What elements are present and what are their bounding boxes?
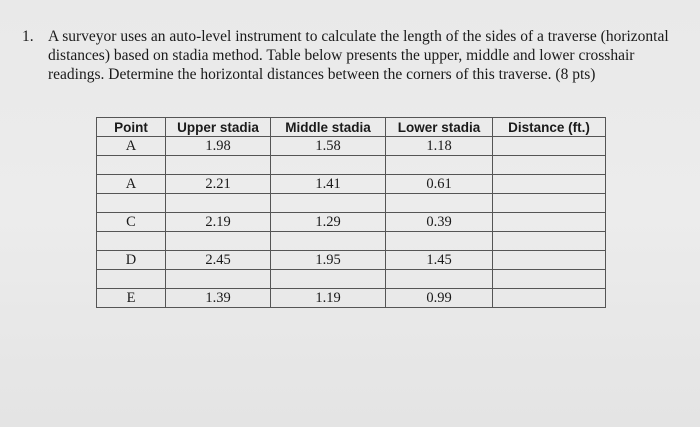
cell-distance[interactable] [493,137,606,156]
header-distance: Distance (ft.) [493,118,606,137]
cell-lower: 0.61 [386,175,493,194]
cell-lower: 1.45 [386,251,493,270]
cell-distance[interactable] [493,175,606,194]
table-spacer-row [97,156,606,175]
cell-point: E [97,289,166,308]
table-row [97,251,606,270]
cell-upper: 2.19 [166,213,271,232]
cell-upper: 1.39 [166,289,271,308]
cell-lower: 0.99 [386,289,493,308]
cell-distance[interactable] [493,251,606,270]
header-upper-stadia: Upper stadia [166,118,271,137]
header-point: Point [97,118,166,137]
table-row [97,289,606,308]
table-spacer-row [97,194,606,213]
table-row [97,137,606,156]
table-spacer-row [97,232,606,251]
cell-point: C [97,213,166,232]
cell-point: A [97,137,166,156]
stadia-table-container [96,117,606,308]
stadia-table [96,117,606,308]
cell-middle: 1.41 [271,175,386,194]
cell-middle: 1.19 [271,289,386,308]
header-lower-stadia: Lower stadia [386,118,493,137]
table-row [97,175,606,194]
table-header-row [97,118,606,137]
cell-middle: 1.95 [271,251,386,270]
cell-lower: 1.18 [386,137,493,156]
cell-point: D [97,251,166,270]
header-middle-stadia: Middle stadia [271,118,386,137]
cell-lower: 0.39 [386,213,493,232]
question-text: A surveyor uses an auto-level instrument to calculate the length of the sides of a traverse (horizontal distances) based on stadia method. Table below presents the upper, middle and lower crosshair readings. Determine the horizontal distances between the corners of this traverse. (8 pts) [48,28,669,83]
table-row [97,213,606,232]
cell-distance[interactable] [493,213,606,232]
cell-upper: 1.98 [166,137,271,156]
question-number: 1. [22,28,34,45]
cell-distance[interactable] [493,289,606,308]
cell-upper: 2.45 [166,251,271,270]
cell-middle: 1.29 [271,213,386,232]
table-spacer-row [97,270,606,289]
cell-middle: 1.58 [271,137,386,156]
question [22,27,682,84]
cell-upper: 2.21 [166,175,271,194]
cell-point: A [97,175,166,194]
